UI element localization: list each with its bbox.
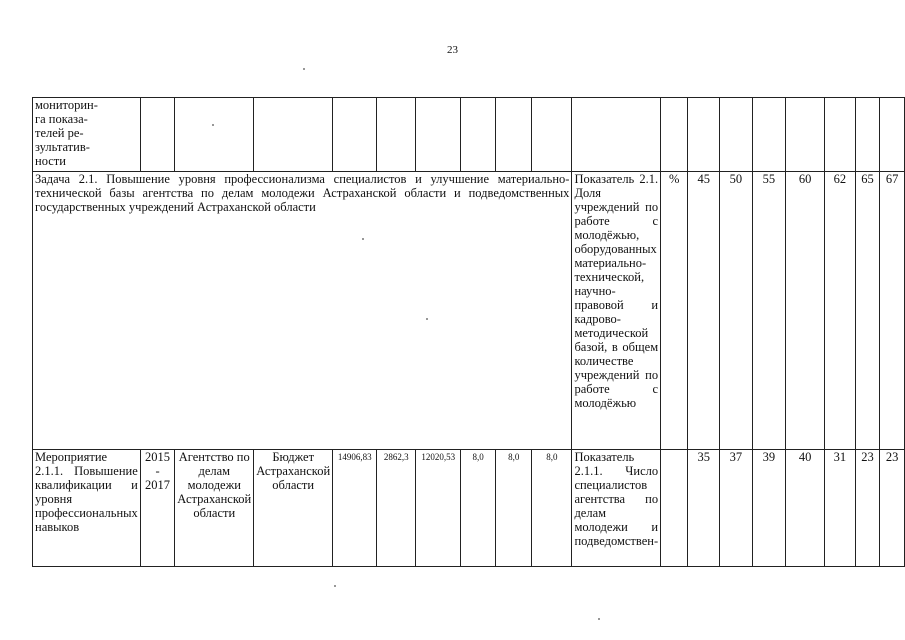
empty-cell: [825, 98, 856, 172]
empty-cell: [661, 98, 688, 172]
page-number: 23: [447, 44, 458, 56]
amount-cell: 12020,53: [416, 450, 461, 567]
executor-cell: Агентство по делам молодежи Астраханской области: [175, 450, 254, 567]
table-row: [33, 172, 905, 450]
program-table: [32, 97, 905, 567]
amount-cell: 14906,83: [333, 450, 377, 567]
empty-cell: [720, 98, 752, 172]
empty-cell: [752, 98, 786, 172]
empty-cell: [461, 98, 496, 172]
empty-cell: [688, 98, 720, 172]
unit-cell: %: [661, 172, 688, 450]
period-cell: 2015 - 2017: [140, 450, 175, 567]
table-row: [33, 450, 905, 567]
value-cell: 40: [786, 450, 825, 567]
table-row: [33, 98, 905, 172]
unit-cell: [661, 450, 688, 567]
amount-cell: 8,0: [461, 450, 496, 567]
empty-cell: [333, 98, 377, 172]
value-cell: 23: [855, 450, 880, 567]
scan-speck: [362, 238, 364, 240]
scan-speck: [334, 585, 336, 587]
empty-cell: [572, 98, 661, 172]
empty-cell: [496, 98, 532, 172]
indicator-cell: Показатель 2.1. Доля учреждений по работе с молодёжью, оборудованных материально-технической, научно-правовой и кадрово-методической базой, в общем количестве учреждений по работе с молодёжью: [572, 172, 661, 450]
monitoring-cell: мониторин- га показа- телей ре- зультатив- ности: [33, 98, 141, 172]
scan-speck: [212, 124, 214, 126]
empty-cell: [416, 98, 461, 172]
empty-cell: [855, 98, 880, 172]
amount-cell: 8,0: [496, 450, 532, 567]
value-cell: 31: [825, 450, 856, 567]
task-description: Задача 2.1. Повышение уровня профессионализма специалистов и улучшение материально-технической базы агентства по делам молодежи Астраханской области и подведомственных государственных учреждений Астраханской области: [33, 172, 572, 450]
value-cell: 62: [825, 172, 856, 450]
value-cell: 35: [688, 450, 720, 567]
value-cell: 60: [786, 172, 825, 450]
value-cell: 50: [720, 172, 752, 450]
source-cell: Бюджет Астраханской области: [254, 450, 333, 567]
value-cell: 23: [880, 450, 905, 567]
scan-speck: [426, 318, 428, 320]
event-cell: Мероприятие 2.1.1. Повышение квалификации и уровня профессиональных навыков: [33, 450, 141, 567]
empty-cell: [880, 98, 905, 172]
empty-cell: [377, 98, 416, 172]
empty-cell: [175, 98, 254, 172]
empty-cell: [786, 98, 825, 172]
value-cell: 55: [752, 172, 786, 450]
value-cell: 39: [752, 450, 786, 567]
value-cell: 65: [855, 172, 880, 450]
indicator-cell: Показатель 2.1.1. Число специалистов агентства по делам молодежи и подведомствен-: [572, 450, 661, 567]
empty-cell: [254, 98, 333, 172]
amount-cell: 2862,3: [377, 450, 416, 567]
amount-cell: 8,0: [532, 450, 572, 567]
value-cell: 37: [720, 450, 752, 567]
scan-speck: [303, 68, 305, 70]
scan-speck: [598, 618, 600, 620]
value-cell: 67: [880, 172, 905, 450]
empty-cell: [532, 98, 572, 172]
empty-cell: [140, 98, 175, 172]
value-cell: 45: [688, 172, 720, 450]
